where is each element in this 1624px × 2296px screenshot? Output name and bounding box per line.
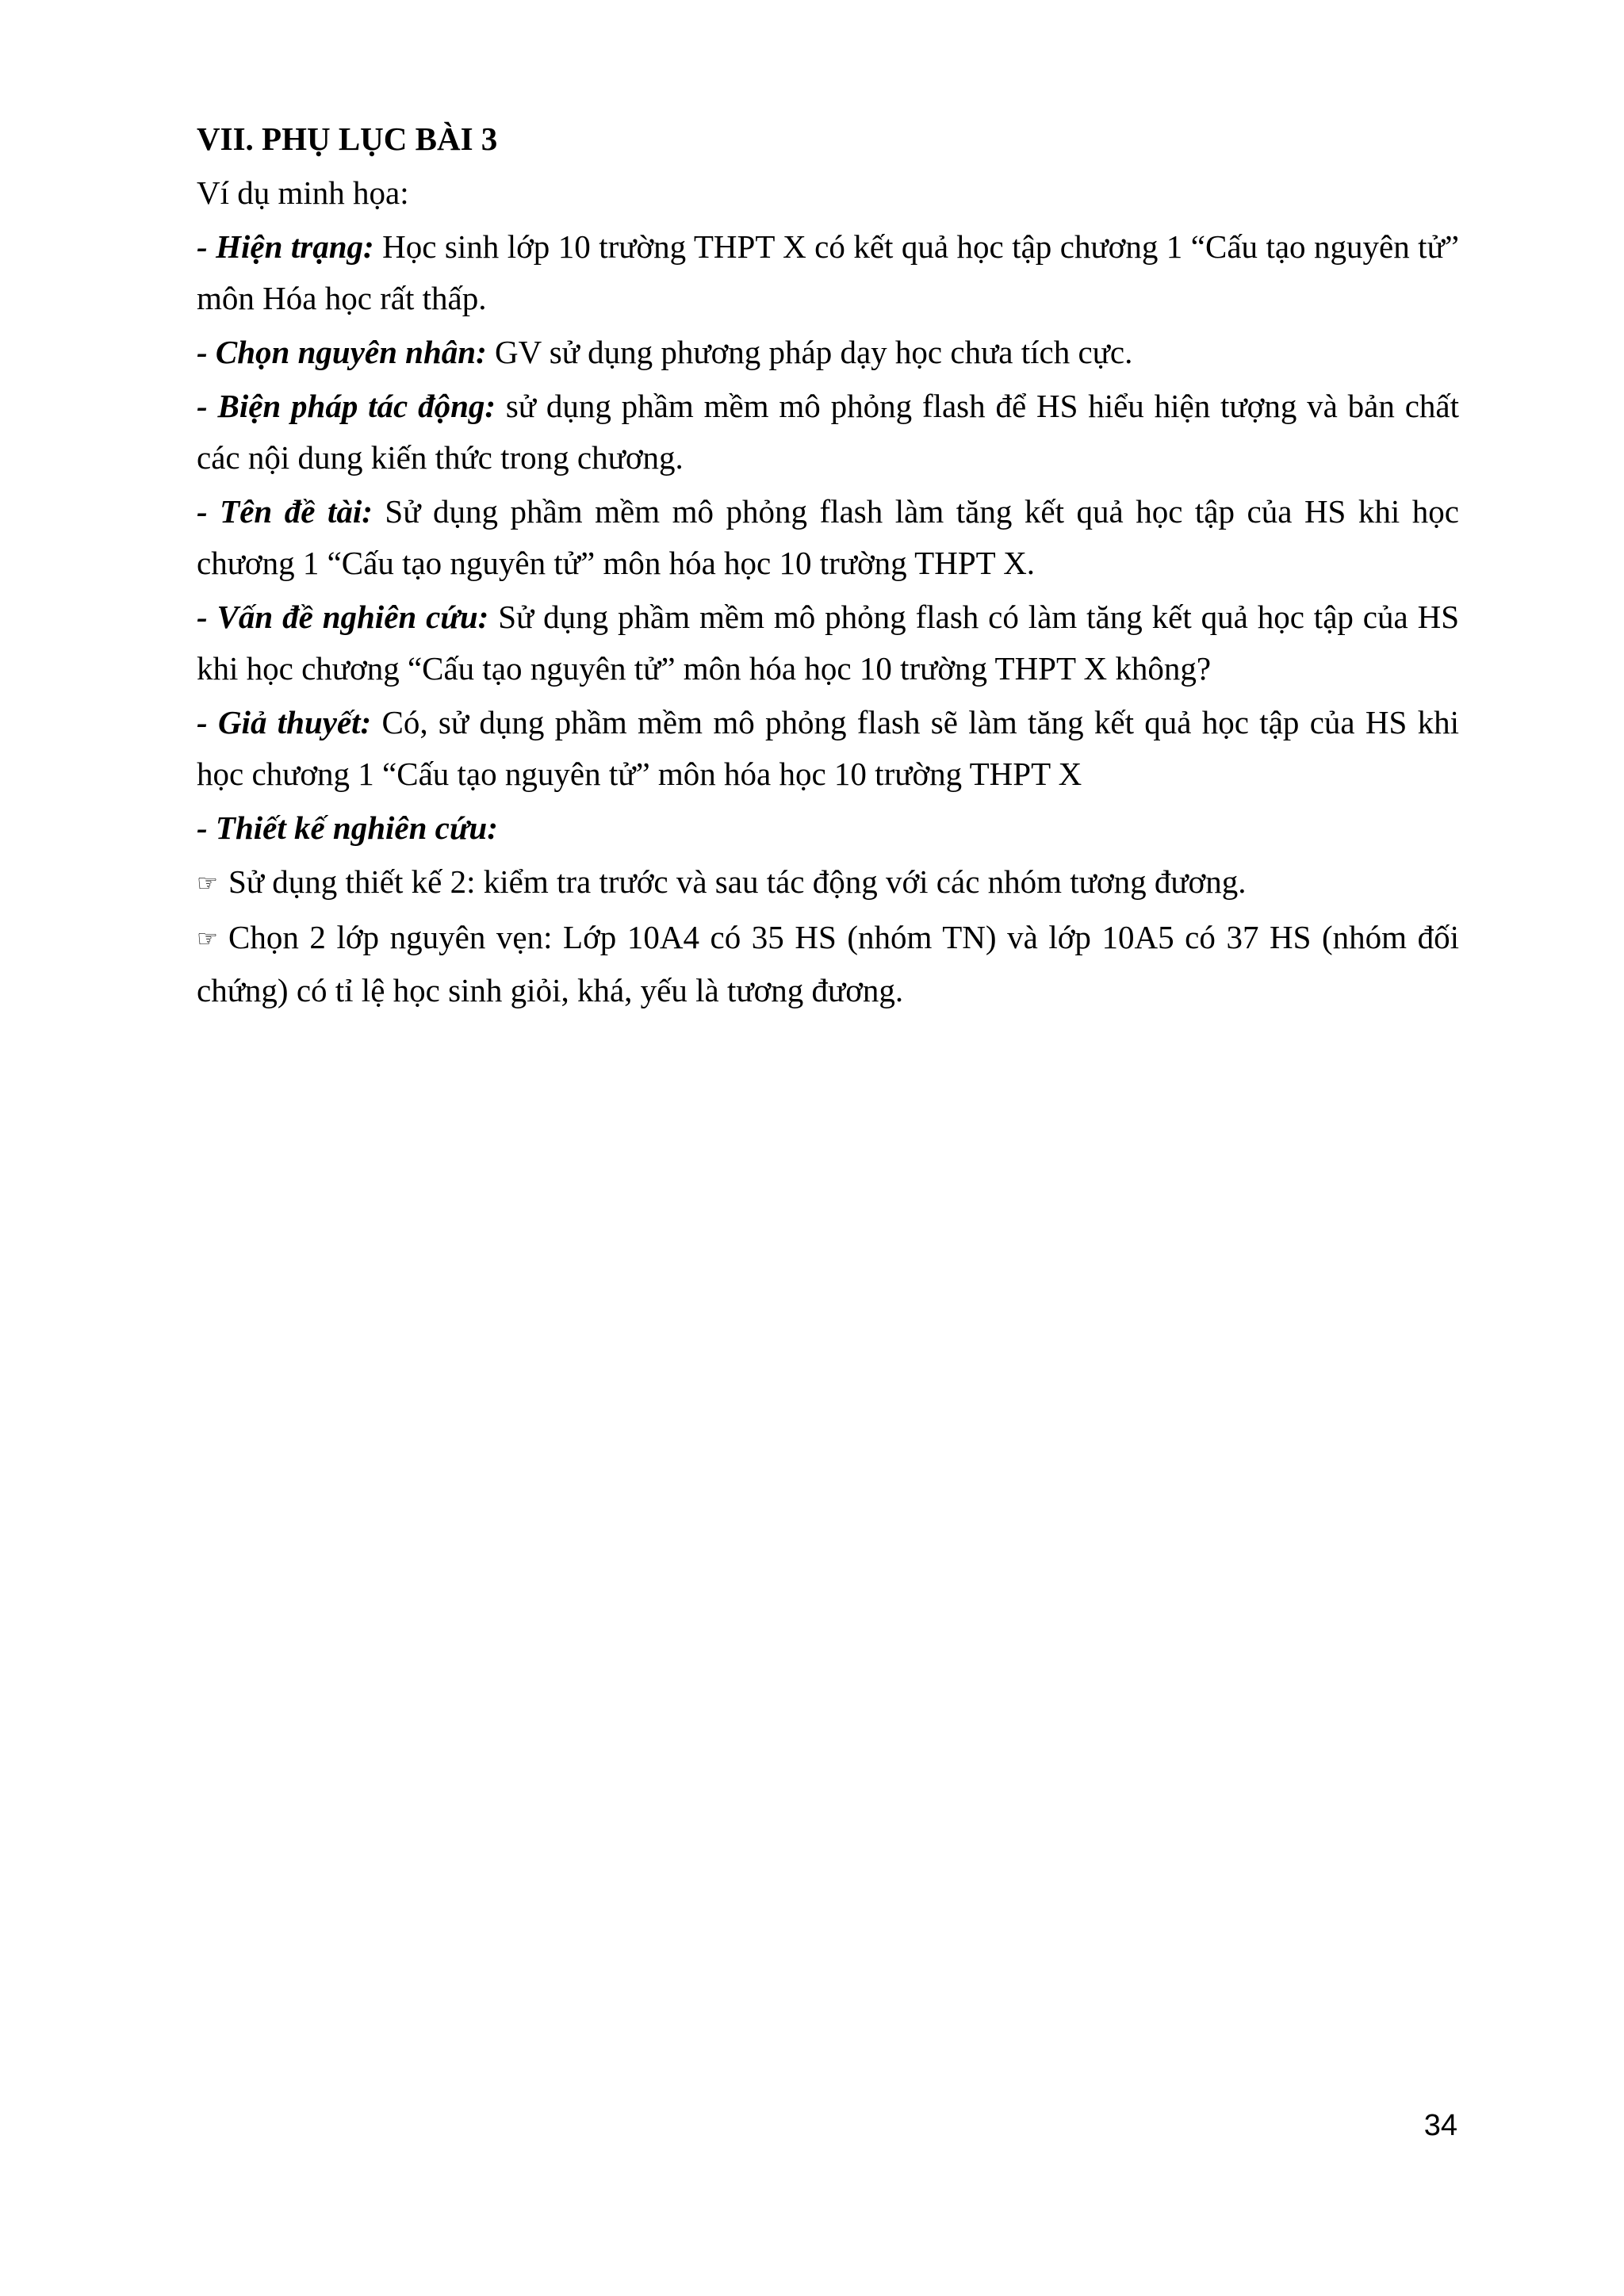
document-page bbox=[197, 113, 1459, 1019]
item-van-de-nghien-cuu bbox=[197, 591, 1459, 695]
item-label: - Tên đề tài: bbox=[197, 493, 373, 530]
item-gia-thuyet bbox=[197, 697, 1459, 800]
item-bien-phap-tac-dong bbox=[197, 381, 1459, 484]
item-hien-trang bbox=[197, 221, 1459, 324]
bullet-text: Sử dụng thiết kế 2: kiểm tra trước và sau tác động với các nhóm tương đương. bbox=[228, 863, 1247, 900]
item-label: - Hiện trạng: bbox=[197, 228, 374, 265]
item-label: - Chọn nguyên nhân: bbox=[197, 334, 487, 370]
item-text: Học sinh lớp 10 trường THPT X có kết quả học tập chương 1 “Cấu tạo nguyên tử” môn Hóa học rất thấp. bbox=[197, 228, 1459, 316]
pointing-hand-icon: ☞ bbox=[197, 925, 218, 953]
bullet-item bbox=[197, 912, 1459, 1016]
item-text: GV sử dụng phương pháp dạy học chưa tích cực. bbox=[486, 334, 1133, 370]
item-label: - Thiết kế nghiên cứu: bbox=[197, 809, 498, 846]
item-text: Sử dụng phầm mềm mô phỏng flash có làm tăng kết quả học tập của HS khi học chương “Cấu tạo nguyên tử” môn hóa học 10 trường THPT X không? bbox=[197, 599, 1460, 687]
item-label: - Vấn đề nghiên cứu: bbox=[197, 599, 489, 635]
item-thiet-ke-nghien-cuu bbox=[197, 802, 1459, 854]
item-text: Sử dụng phầm mềm mô phỏng flash làm tăng kết quả học tập của HS khi học chương 1 “Cấu tạo nguyên tử” môn hóa học 10 trường THPT X. bbox=[197, 493, 1459, 581]
item-label: - Biện pháp tác động: bbox=[197, 388, 496, 424]
item-text: sử dụng phầm mềm mô phỏng flash để HS hiểu hiện tượng và bản chất các nội dung kiến thức trong chương. bbox=[197, 388, 1459, 476]
bullet-text: Chọn 2 lớp nguyên vẹn: Lớp 10A4 có 35 HS (nhóm TN) và lớp 10A5 có 37 HS (nhóm đối chứng) có tỉ lệ học sinh giỏi, khá, yếu là tương đương. bbox=[197, 919, 1459, 1008]
item-ten-de-tai bbox=[197, 486, 1459, 589]
bullet-item bbox=[197, 856, 1459, 909]
page-number: 34 bbox=[1423, 2109, 1457, 2142]
intro-text: Ví dụ minh họa: bbox=[197, 174, 409, 211]
item-label: - Giả thuyết: bbox=[197, 704, 372, 740]
item-chon-nguyen-nhan bbox=[197, 327, 1459, 378]
section-heading: VII. PHỤ LỤC BÀI 3 bbox=[197, 121, 498, 157]
item-text: Có, sử dụng phầm mềm mô phỏng flash sẽ làm tăng kết quả học tập của HS khi học chương 1 “Cấu tạo nguyên tử” môn hóa học 10 trường THPT X bbox=[197, 704, 1459, 792]
pointing-hand-icon: ☞ bbox=[197, 870, 218, 897]
